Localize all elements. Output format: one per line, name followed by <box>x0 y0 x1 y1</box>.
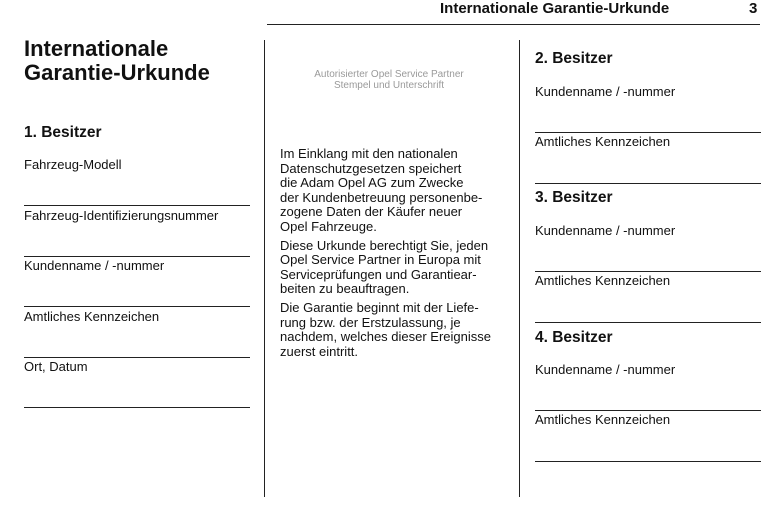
field-label: Amtliches Kennzeichen <box>24 309 160 324</box>
write-line <box>24 357 250 358</box>
write-line <box>535 132 761 133</box>
owner-3-field-license-plate[interactable] <box>535 273 761 289</box>
paragraph-warranty-start: Die Garantie beginnt mit der Liefe- rung bzw. der Erstzulassung, je nachdem, welches dieser Ereignisse zuerst eintritt. <box>280 299 491 359</box>
owner-4-field-customer[interactable] <box>535 362 761 378</box>
field-label: Amtliches Kennzeichen <box>535 134 671 149</box>
stamp-caption-line-1: Autorisierter Opel Service Partner <box>314 69 464 80</box>
field-label: Ort, Datum <box>24 359 88 374</box>
owner-3-heading: 3. Besitzer <box>535 189 613 206</box>
write-line <box>535 322 761 323</box>
owner-4-heading: 4. Besitzer <box>535 329 613 346</box>
field-customer-name-number[interactable] <box>24 258 250 274</box>
document-title-line-2: Garantie-Urkunde <box>24 60 210 85</box>
running-header-title: Internationale Garantie-Urkunde <box>440 0 670 17</box>
field-place-date[interactable] <box>24 359 250 375</box>
write-line <box>535 410 761 411</box>
field-label: Kundenname / -nummer <box>535 362 676 377</box>
document-title-line-1: Internationale <box>24 36 169 61</box>
field-label: Kundenname / -nummer <box>24 258 165 273</box>
dealer-stamp-area <box>276 69 502 91</box>
field-label: Fahrzeug-Identifizierungsnummer <box>24 208 219 223</box>
field-label: Kundenname / -nummer <box>535 223 676 238</box>
field-label: Fahrzeug-Modell <box>24 157 122 172</box>
owner-2-field-customer[interactable] <box>535 84 761 100</box>
document-title <box>24 37 210 85</box>
column-divider-right <box>519 40 520 497</box>
owner-3-field-customer[interactable] <box>535 223 761 239</box>
paragraph-data-protection: Im Einklang mit den nationalen Datenschutzgesetzen speichert die Adam Opel AG zum Zwecke der Kundenbetreuung personenbe- zogene Daten der Käufer neuer Opel Fahrzeuge. <box>280 146 483 234</box>
owner-4-field-license-plate[interactable] <box>535 412 761 428</box>
stamp-caption-line-2: Stempel und Unterschrift <box>333 80 445 91</box>
write-line <box>24 205 250 206</box>
page-number: 3 <box>749 0 758 17</box>
write-line <box>535 271 761 272</box>
owner-1-heading: 1. Besitzer <box>24 124 102 141</box>
header-rule <box>267 24 760 25</box>
owner-2-field-license-plate[interactable] <box>535 134 761 150</box>
write-line <box>535 461 761 462</box>
column-divider-left <box>264 40 265 497</box>
field-label: Amtliches Kennzeichen <box>535 412 671 427</box>
field-license-plate[interactable] <box>24 309 250 325</box>
write-line <box>24 306 250 307</box>
privacy-notice <box>280 147 510 363</box>
field-vehicle-model[interactable] <box>24 157 250 173</box>
write-line <box>24 256 250 257</box>
field-label: Kundenname / -nummer <box>535 84 676 99</box>
field-vehicle-id-number[interactable] <box>24 208 250 224</box>
write-line <box>24 407 250 408</box>
owner-2-heading: 2. Besitzer <box>535 50 613 67</box>
paragraph-service-partner: Diese Urkunde berechtigt Sie, jeden Opel Service Partner in Europa mit Serviceprüfungen und Garantiear- beiten zu beauftragen. <box>280 237 489 297</box>
field-label: Amtliches Kennzeichen <box>535 273 671 288</box>
write-line <box>535 183 761 184</box>
